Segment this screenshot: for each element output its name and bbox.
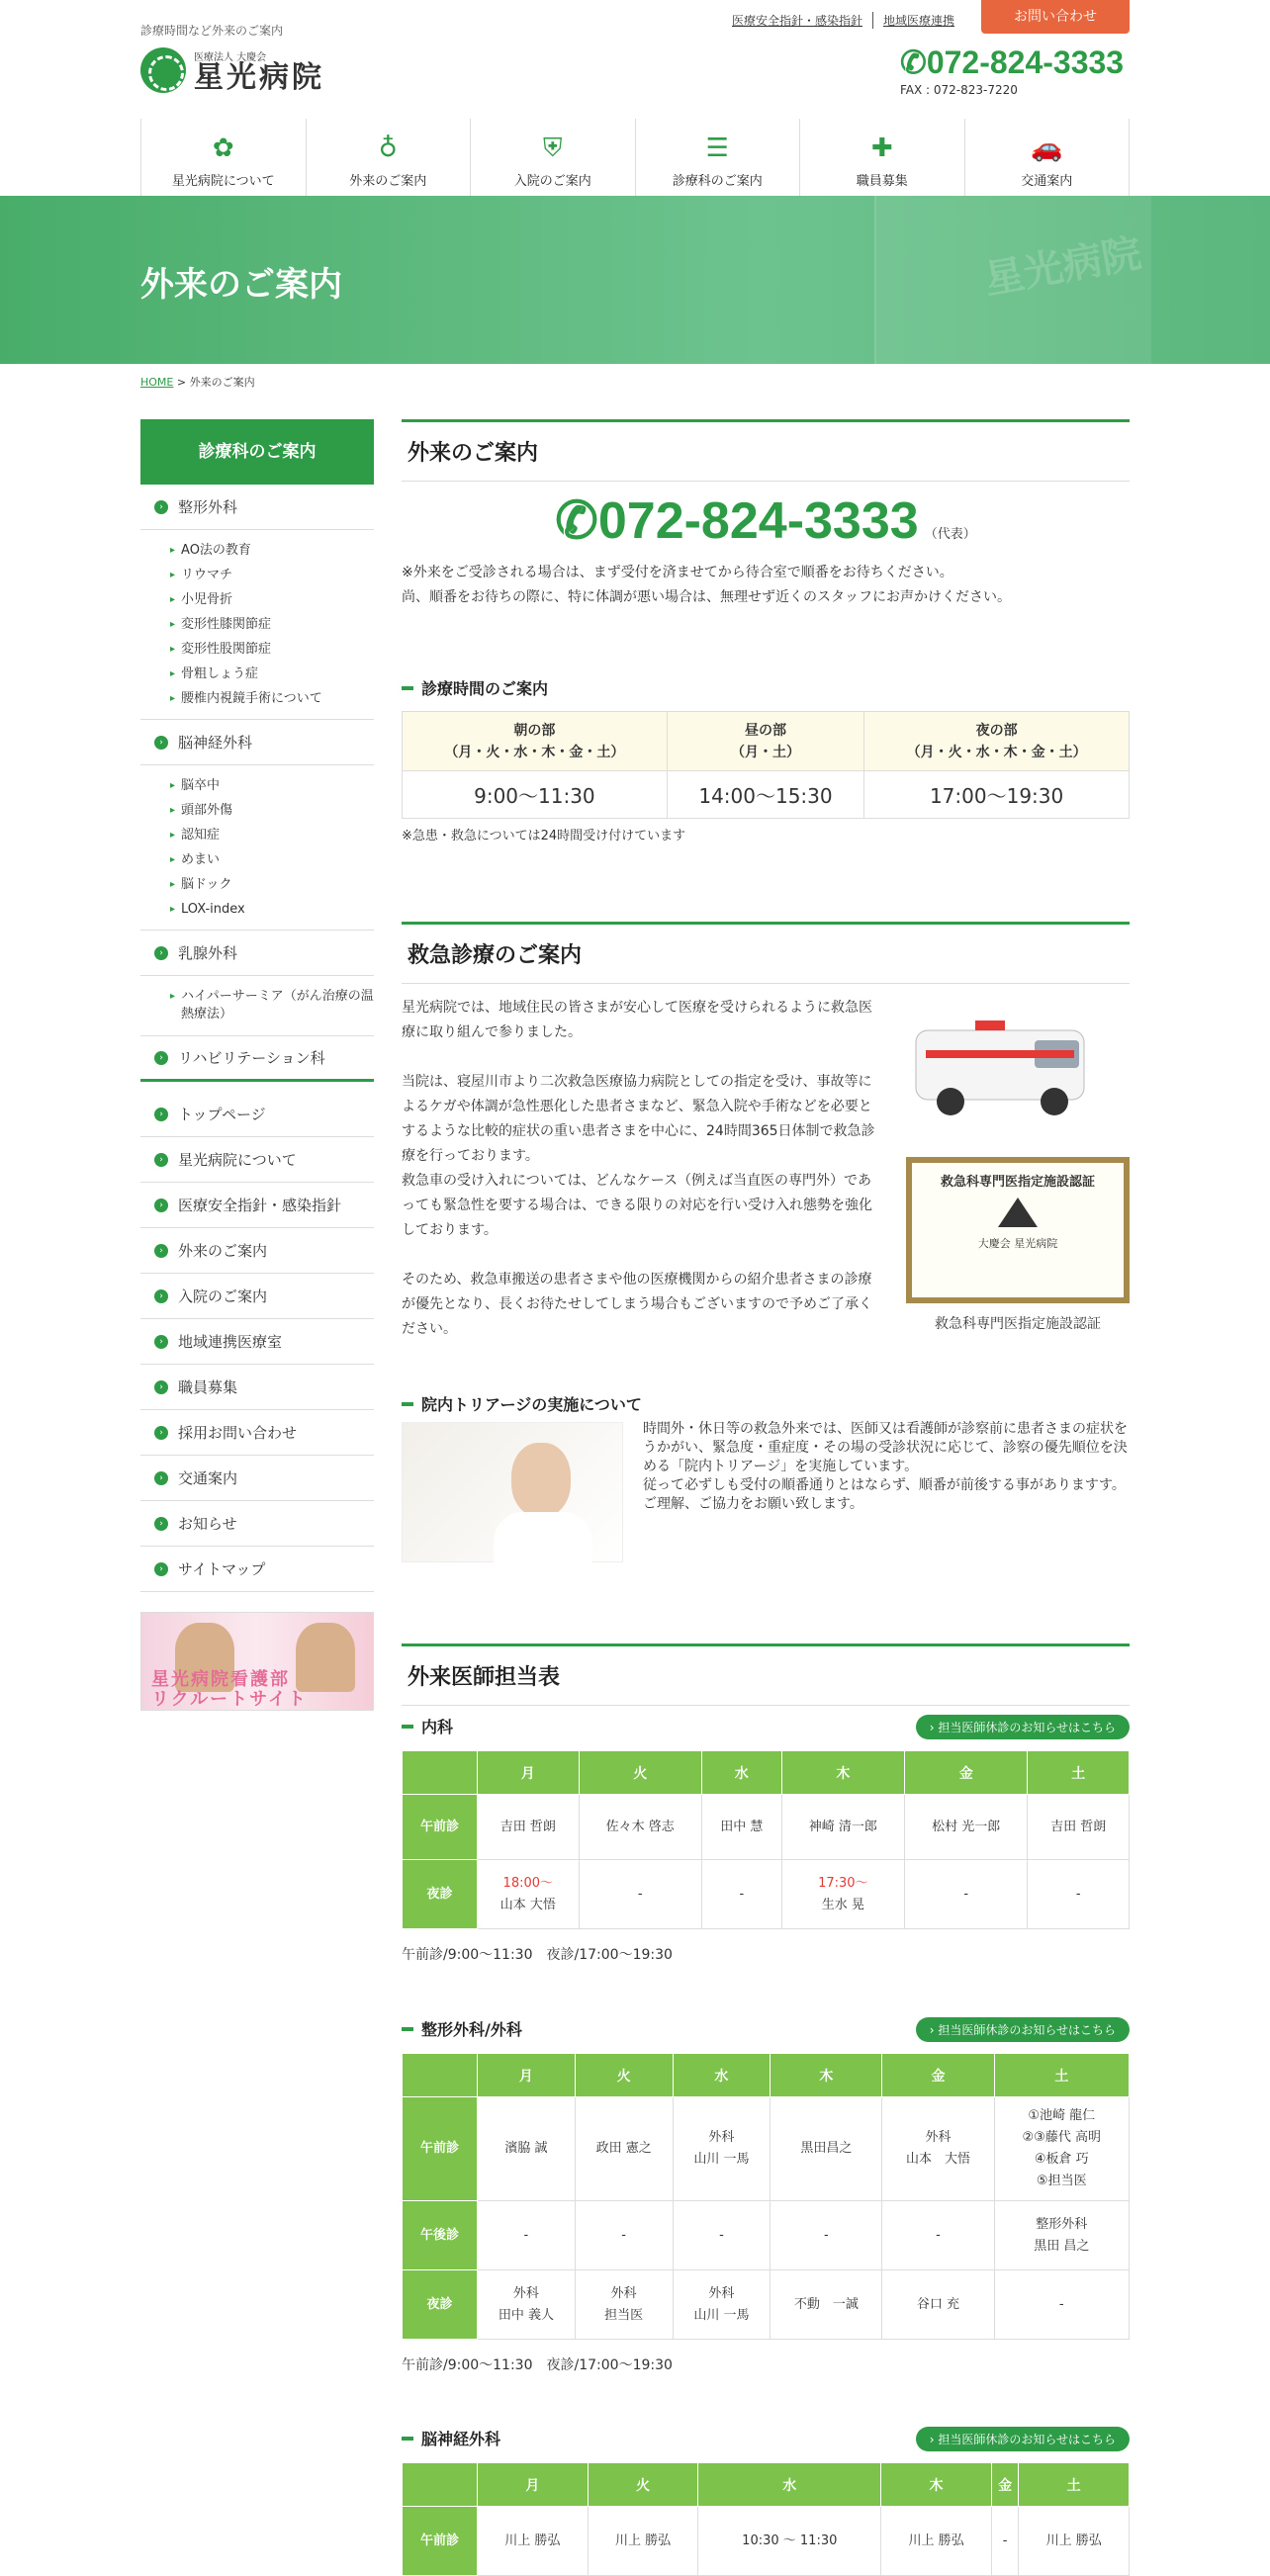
table-row: 午前診 吉田 哲朗 佐々木 啓志 田中 慧 神崎 清一郎 松村 光一郎 吉田 哲朗	[403, 1795, 1130, 1860]
intro-text: ※外来をご受診される場合は、まず受付を済ませてから待合室で順番をお待ちください。 尚、順番をお待ちの際に、特に体調が悪い場合は、無理せず近くのスタッフにお声かけください。	[402, 565, 1011, 605]
nav-access[interactable]	[965, 119, 1131, 196]
nav-recruit[interactable]	[800, 119, 965, 196]
leave-notice-button[interactable]: › 担当医師休診のお知らせはこちら	[916, 1715, 1130, 1739]
nav-label: 外来のご案内	[349, 174, 427, 189]
schedule-cell: -	[478, 2201, 576, 2270]
page-banner	[0, 196, 1270, 364]
section-title-emergency: 救急診療のご案内	[402, 922, 1130, 984]
day-header: 土	[994, 2054, 1129, 2097]
sidebar-item-rehab[interactable]: › リハビリテーション科	[140, 1036, 374, 1082]
schedule-cell: 川上 勝弘	[881, 2507, 992, 2576]
schedule-cell: 政田 憲之	[575, 2097, 673, 2201]
sidebar-subitem[interactable]: ▸ 変形性膝関節症	[170, 612, 374, 637]
sidebar-link[interactable]: › 外来のご案内	[140, 1228, 374, 1274]
hours-header-evening: 夜の部 （月・火・水・木・金・土）	[864, 712, 1130, 771]
schedule-cell: 外科 山川 一馬	[673, 2270, 771, 2340]
arrow-icon: ›	[154, 946, 168, 960]
sidebar-link[interactable]: › 医療安全指針・感染指針	[140, 1183, 374, 1228]
schedule-cell: -	[673, 2201, 771, 2270]
nav-label: 入院のご案内	[513, 174, 591, 189]
car-icon: 🚗	[1031, 133, 1063, 163]
sidebar-link[interactable]: › 入院のご案内	[140, 1274, 374, 1319]
link-regional[interactable]: 地域医療連携	[872, 12, 964, 29]
hours-header-morning: 朝の部 （月・火・水・木・金・土）	[403, 712, 668, 771]
schedule-cell: 神崎 清一郎	[781, 1795, 904, 1860]
sidebar-subitem[interactable]: ▸ 頭部外傷	[170, 798, 374, 823]
global-nav	[140, 119, 1130, 196]
sidebar-subitem[interactable]: ▸ リウマチ	[170, 563, 374, 587]
table-row: 午前診 濱脇 誠 政田 憲之 外科 山川 一馬 黒田昌之 外科 山本 大悟 ①池崎 龍仁 ②③藤代 高明 ④板倉 巧 ⑤担当医	[403, 2097, 1130, 2201]
certificate-image: 救急科専門医指定施設認証 大慶会 星光病院	[906, 1157, 1130, 1303]
tagline: 診療時間など外来のご案内	[140, 24, 284, 38]
table-row: 夜診 外科 田中 義人 外科 担当医 外科 山川 一馬 不動 一誠 谷口 充 -	[403, 2270, 1130, 2340]
schedule-cell: ①池崎 龍仁 ②③藤代 高明 ④板倉 巧 ⑤担当医	[994, 2097, 1129, 2201]
day-header: 木	[771, 2054, 882, 2097]
schedule-cell: -	[994, 2270, 1129, 2340]
site-header	[140, 0, 1130, 119]
schedule-cell: -	[575, 2201, 673, 2270]
orthopedics-sublist	[140, 530, 374, 720]
logo-icon	[140, 47, 186, 93]
contact-button[interactable]: お問い合わせ	[981, 0, 1130, 34]
sidebar-link[interactable]: › サイトマップ	[140, 1547, 374, 1592]
recruit-banner[interactable]	[140, 1612, 374, 1711]
sidebar-subitem[interactable]: ▸ 腰椎内視鏡手術について	[170, 686, 374, 711]
hours-afternoon: 14:00～15:30	[667, 771, 863, 819]
sidebar-link[interactable]: › 採用お問い合わせ	[140, 1410, 374, 1456]
arrow-icon: ›	[154, 1426, 168, 1440]
arrow-icon: ›	[154, 1380, 168, 1394]
day-header: 水	[698, 2463, 881, 2507]
day-header: 木	[881, 2463, 992, 2507]
sidebar-subitem[interactable]: ▸ 脳ドック	[170, 872, 374, 897]
schedule-table	[402, 2462, 1130, 2576]
header-fax: FAX : 072-823-7220	[900, 83, 1018, 97]
day-header: 火	[588, 2463, 698, 2507]
sidebar-subitem[interactable]: ▸ 小児骨折	[170, 587, 374, 612]
arrow-icon: ›	[154, 1289, 168, 1303]
recruit-text: 星光病院看護部 リクルートサイト	[151, 1669, 308, 1710]
sidebar-links	[140, 1092, 374, 1592]
nurse-cap-icon: ✚	[870, 133, 893, 163]
triage-heading: 院内トリアージの実施について	[402, 1392, 1130, 1415]
schedule-orthopedic	[402, 2017, 1130, 2378]
nav-inpatient[interactable]	[471, 119, 636, 196]
nav-label: 職員募集	[856, 174, 908, 189]
table-row: 午前診 川上 勝弘 川上 勝弘 10:30 〜 11:30 川上 勝弘 - 川上 勝弘	[403, 2507, 1130, 2576]
hours-heading: 診療時間のご案内	[402, 676, 1130, 699]
stethoscope-icon: ♁	[378, 133, 398, 163]
schedule-cell: 10:30 〜 11:30	[698, 2507, 881, 2576]
header-phone[interactable]: ✆072-824-3333	[900, 44, 1125, 80]
sidebar-subitem[interactable]: ▸ 認知症	[170, 823, 374, 847]
top-links	[722, 12, 964, 29]
schedule-cell: 川上 勝弘	[1019, 2507, 1130, 2576]
sidebar-link[interactable]: › 星光病院について	[140, 1137, 374, 1183]
schedule-cell: -	[1028, 1860, 1130, 1929]
day-header: 月	[478, 2463, 589, 2507]
sidebar-subitem[interactable]: ▸ 骨粗しょう症	[170, 662, 374, 686]
neurosurgery-sublist	[140, 765, 374, 931]
sidebar-subitem[interactable]: ▸ めまい	[170, 847, 374, 872]
schedule-cell: 外科 田中 義人	[478, 2270, 576, 2340]
schedule-hours-note: 午前診/9:00～11:30 夜診/17:00～19:30	[402, 2357, 673, 2373]
section-title-outpatient: 外来のご案内	[402, 419, 1130, 482]
schedule-cell: 外科 山本 大悟	[882, 2097, 994, 2201]
arrow-icon: ›	[154, 1153, 168, 1167]
schedule-cell: 川上 勝弘	[478, 2507, 589, 2576]
logo-subtitle: 医療法人 大慶会	[194, 51, 267, 63]
nav-outpatient[interactable]	[307, 119, 472, 196]
schedule-neurosurgery	[402, 2427, 1130, 2576]
arrow-icon: ›	[154, 736, 168, 750]
certificate-emblem-icon	[998, 1198, 1038, 1227]
schedule-cell: -	[905, 1860, 1028, 1929]
schedule-internal	[402, 1715, 1130, 1968]
ambulance-image	[906, 991, 1104, 1139]
schedule-cell: -	[991, 2507, 1018, 2576]
schedule-cell: 濱脇 誠	[478, 2097, 576, 2201]
schedule-table	[402, 1750, 1130, 1929]
schedule-cell: 外科 担当医	[575, 2270, 673, 2340]
breadcrumb-home[interactable]: HOME	[140, 376, 174, 389]
sidebar-subitem[interactable]: ▸ 変形性股関節症	[170, 637, 374, 662]
day-header: 金	[905, 1751, 1028, 1795]
breadcrumb-current: 外来のご案内	[189, 376, 255, 389]
day-header: 金	[991, 2463, 1018, 2507]
day-header: 土	[1019, 2463, 1130, 2507]
schedule-cell: 17:30〜 生水 晃	[781, 1860, 904, 1929]
arrow-icon: ›	[154, 1051, 168, 1065]
arrow-icon: ›	[154, 1199, 168, 1212]
schedule-cell: -	[579, 1860, 701, 1929]
logo-name: 星光病院	[194, 59, 324, 95]
schedule-cell: -	[882, 2201, 994, 2270]
schedule-cell: 吉田 哲朗	[1028, 1795, 1130, 1860]
page-title: 外来のご案内	[140, 265, 342, 305]
day-header: 月	[478, 2054, 576, 2097]
triage-text: 時間外・休日等の救急外来では、医師又は看護師が診察前に患者さまの症状をうかがい、緊急度・重症度・その場の受診状況に応じて、診察の優先順位を決める「院内トリアージ」を実施しています。 従って必ずしも受付の順番通りとはならず、順番が前後する事がありますす。 ご理解、ご協力をお願い致します。	[643, 1421, 1128, 1512]
schedule-cell: 佐々木 啓志	[579, 1795, 701, 1860]
sidebar-link[interactable]: › 交通案内	[140, 1456, 374, 1501]
table-row: 夜診 18:00〜 山本 大悟 - - 17:30〜 生水 晃 - -	[403, 1860, 1130, 1929]
schedule-cell: -	[701, 1860, 781, 1929]
sidebar-link[interactable]: › 地域連携医療室	[140, 1319, 374, 1365]
hours-header-afternoon: 昼の部 （月・土）	[667, 712, 863, 771]
breadcrumb: HOME > 外来のご案内	[140, 376, 255, 389]
schedule-title: 整形外科/外科	[402, 2017, 1130, 2040]
schedule-title: 脳神経外科	[402, 2427, 1130, 2449]
schedule-cell: 田中 慧	[701, 1795, 781, 1860]
nav-label: 診療科のご案内	[672, 174, 763, 189]
schedule-hours-note: 午前診/9:00～11:30 夜診/17:00～19:30	[402, 1947, 673, 1963]
sidebar-link[interactable]: › お知らせ	[140, 1501, 374, 1547]
sidebar-subitem[interactable]: ▸ AO法の教育	[170, 538, 374, 563]
schedule-cell: 不動 一誠	[771, 2270, 882, 2340]
arrow-icon: ›	[154, 1471, 168, 1485]
day-header: 木	[781, 1751, 904, 1795]
day-header: 火	[579, 1751, 701, 1795]
day-header: 水	[673, 2054, 771, 2097]
sidebar-subitem[interactable]: ▸ LOX-index	[170, 897, 374, 922]
bed-icon: ⛨	[542, 133, 563, 163]
hours-evening: 17:00～19:30	[864, 771, 1130, 819]
arrow-icon: ›	[154, 1517, 168, 1531]
table-row: 午後診 - - - - - 整形外科 黒田 昌之	[403, 2201, 1130, 2270]
link-safety[interactable]: 医療安全指針・感染指針	[732, 14, 863, 28]
arrow-icon: ›	[154, 1562, 168, 1576]
section-title-schedule: 外来医師担当表	[402, 1643, 1130, 1706]
building-image: 星光病院	[874, 196, 1151, 364]
schedule-cell: -	[771, 2201, 882, 2270]
hospital-icon: ✿	[212, 133, 234, 163]
hours-morning: 9:00～11:30	[403, 771, 668, 819]
nurse-photo	[402, 1422, 623, 1562]
nav-about[interactable]	[141, 119, 307, 196]
arrow-icon: ›	[154, 1335, 168, 1349]
main-phone[interactable]: ✆072-824-3333 （代表）	[555, 492, 976, 550]
nav-label: 交通案内	[1021, 174, 1073, 189]
schedule-table	[402, 2053, 1130, 2340]
day-header: 金	[882, 2054, 994, 2097]
arrow-icon: ›	[154, 1244, 168, 1258]
schedule-cell: 谷口 充	[882, 2270, 994, 2340]
sidebar-item-neurosurgery[interactable]: › 脳神経外科	[140, 720, 374, 765]
schedule-title: 内科	[402, 1715, 1130, 1737]
sidebar-subitem[interactable]: ▸ ハイパーサーミア（がん治療の温熱療法）	[170, 984, 374, 1027]
schedule-cell: 黒田昌之	[771, 2097, 882, 2201]
emergency-text: 星光病院では、地域住民の皆さまが安心して医療を受けられるように救急医療に取り組んで参りました。 当院は、寝屋川市より二次救急医療協力病院としての指定を受け、事故等によるケガや体調が急性悪化した患者さまなど、緊急入院や手術などを必要とするような比較的症状の重い患者さまを中心に、24時間365日体制で救急診療を行っております。 救急車の受け入れについては、どんなケース（例えば当直医の専門外）であっても緊急性を要する場合は、できる限りの対応を行い受け入れ態勢を強化しております。 そのため、救急車搬送の患者さまや他の医療機関からの紹介患者さまの診療が優先となり、長くお待たせしてしまう場合もございますので予めご了承ください。	[402, 1000, 875, 1337]
nav-label: 星光病院について	[171, 174, 275, 189]
schedule-cell: 整形外科 黒田 昌之	[994, 2201, 1129, 2270]
sidebar-subitem[interactable]: ▸ 脳卒中	[170, 773, 374, 798]
logo[interactable]	[140, 47, 324, 93]
nav-departments[interactable]	[636, 119, 801, 196]
schedule-cell: 18:00〜 山本 大悟	[478, 1860, 580, 1929]
sidebar-item-orthopedics[interactable]: › 整形外科	[140, 485, 374, 530]
leave-notice-button[interactable]: › 担当医師休診のお知らせはこちら	[916, 2017, 1130, 2042]
day-header: 土	[1028, 1751, 1130, 1795]
sidebar-item-breast[interactable]: › 乳腺外科	[140, 931, 374, 976]
day-header: 火	[575, 2054, 673, 2097]
sidebar-heading: 診療科のご案内	[140, 419, 374, 485]
day-header: 水	[701, 1751, 781, 1795]
arrow-icon: ›	[154, 1108, 168, 1121]
sidebar-link[interactable]: › トップページ	[140, 1092, 374, 1137]
leave-notice-button[interactable]: › 担当医師休診のお知らせはこちら	[916, 2427, 1130, 2451]
sidebar-link[interactable]: › 職員募集	[140, 1365, 374, 1410]
schedule-cell: 松村 光一郎	[905, 1795, 1028, 1860]
sidebar	[140, 419, 374, 1711]
arrow-icon: ›	[154, 500, 168, 514]
schedule-cell: 外科 山川 一馬	[673, 2097, 771, 2201]
hours-note: ※急患・救急については24時間受け付けています	[402, 829, 686, 844]
hours-table	[402, 711, 1130, 819]
schedule-cell: 吉田 哲朗	[478, 1795, 580, 1860]
breast-sublist	[140, 976, 374, 1036]
schedule-cell: 川上 勝弘	[588, 2507, 698, 2576]
clipboard-icon: ☰	[705, 133, 729, 163]
certificate-caption: 救急科専門医指定施設認証	[935, 1316, 1101, 1332]
day-header: 月	[478, 1751, 580, 1795]
